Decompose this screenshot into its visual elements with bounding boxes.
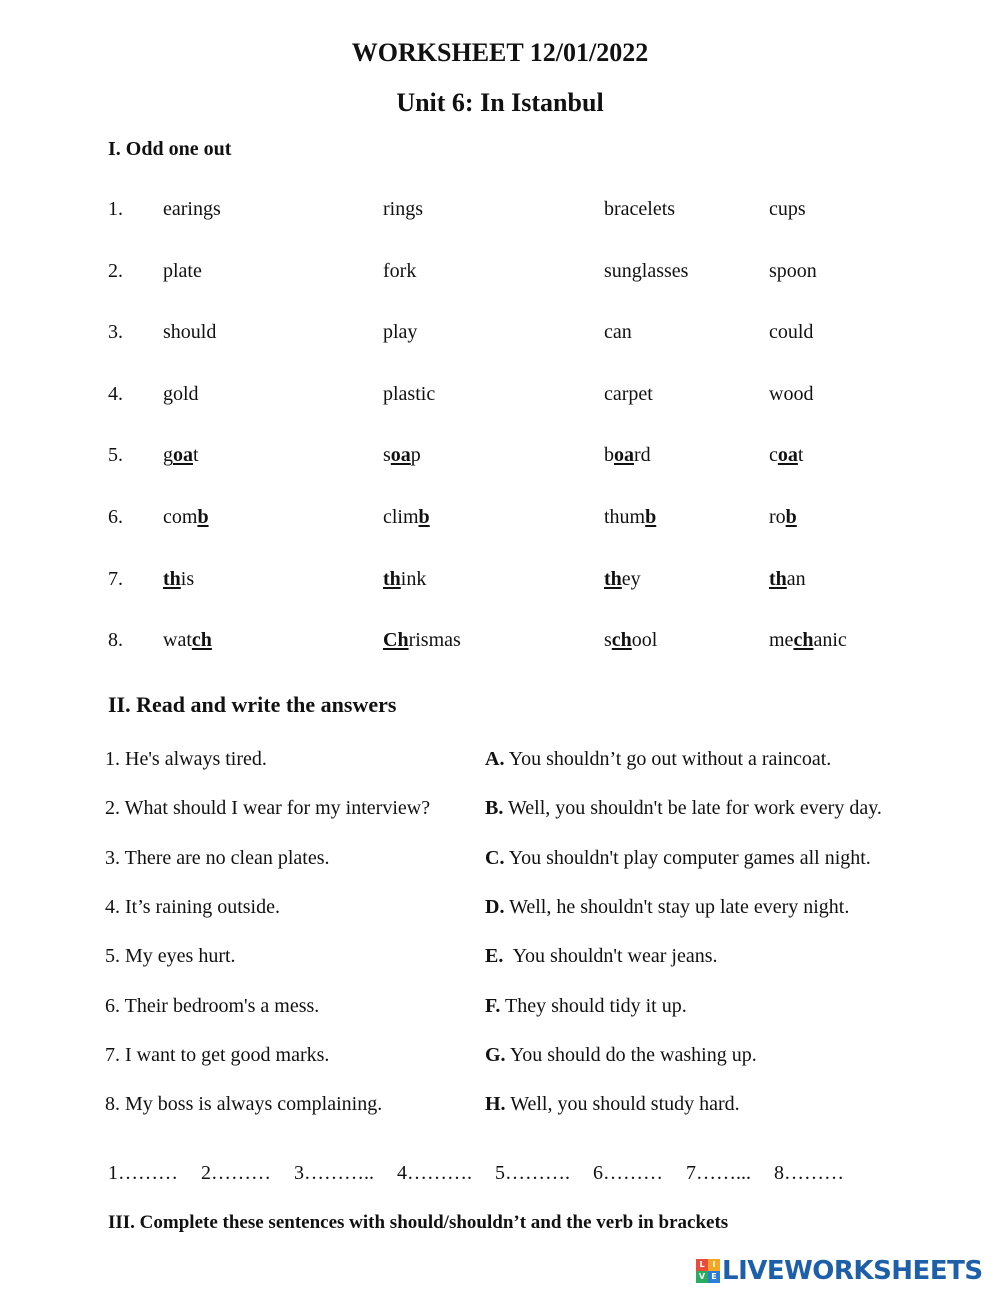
answer-text: You should do the washing up.: [505, 1043, 757, 1066]
answer-blanks: 1……… 2……… 3……….. 4………. 5………. 6……… 7……... 8………: [108, 1162, 844, 1184]
question-item: 7. I want to get good marks.: [105, 1043, 330, 1066]
underlined-letters: oa: [173, 444, 193, 467]
word-part: earings: [163, 198, 221, 220]
item-number: 2.: [108, 259, 123, 282]
word-part: bracelets: [604, 198, 676, 220]
word-option: [769, 629, 847, 652]
question-item: 3. There are no clean plates.: [105, 846, 330, 869]
word-part: should: [163, 321, 217, 344]
word-part: p: [410, 444, 421, 467]
logo-icon-tile: E: [708, 1271, 720, 1283]
word-option: [604, 444, 651, 467]
word-part: ey: [621, 567, 641, 590]
word-option: [769, 260, 817, 283]
question-item: 2. What should I wear for my interview?: [105, 797, 431, 820]
worksheet-title: WORKSHEET 12/01/2022: [351, 38, 649, 67]
word-option: [604, 629, 657, 652]
question-item: 1. He's always tired.: [105, 748, 267, 770]
word-part: rings: [383, 198, 423, 220]
underlined-letters: oa: [777, 444, 798, 467]
logo-icon-tile: L: [696, 1259, 708, 1271]
word-part: could: [769, 321, 814, 344]
answer-letter: H.: [485, 1093, 506, 1116]
answer-text: Well, you should study hard.: [505, 1093, 740, 1116]
underlined-letters: th: [769, 567, 787, 590]
underlined-letters: oa: [390, 444, 411, 467]
word-option: [383, 383, 435, 406]
section-2-heading: II. Read and write the answers: [108, 692, 397, 717]
answer-letter: D.: [485, 895, 505, 918]
underlined-letters: b: [197, 506, 209, 528]
word-option: [769, 444, 803, 467]
answer-text: Well, you shouldn't be late for work every day.: [503, 797, 882, 820]
underlined-letters: th: [604, 567, 622, 590]
answer-item: [485, 847, 871, 870]
word-part: rd: [634, 444, 651, 467]
word-part: is: [180, 567, 195, 590]
underlined-letters: ch: [191, 629, 212, 652]
answer-text: You shouldn't play computer games all night.: [504, 846, 871, 869]
word-part: cups: [769, 198, 806, 220]
word-option: [163, 629, 212, 652]
item-number: 6.: [108, 506, 123, 528]
word-option: [163, 383, 199, 406]
answer-item: [485, 1044, 757, 1067]
word-option: [769, 506, 797, 529]
logo-text: LIVEWORKSHEETS: [722, 1256, 983, 1286]
underlined-letters: th: [383, 567, 401, 590]
answer-text: You shouldn’t go out without a raincoat.: [504, 748, 832, 770]
item-number: 4.: [108, 382, 123, 405]
word-part: b: [604, 444, 614, 467]
answer-letter: A.: [485, 748, 505, 770]
word-option: [604, 383, 653, 406]
word-option: [604, 198, 675, 221]
answer-letter: C.: [485, 846, 505, 869]
word-part: fork: [383, 259, 417, 282]
item-number: 5.: [108, 444, 123, 467]
section-3-heading: III. Complete these sentences with should/shouldn’t and the verb in brackets: [108, 1212, 729, 1233]
answer-item: [485, 797, 882, 820]
word-option: [604, 260, 688, 283]
word-option: [163, 321, 216, 344]
answer-text: You shouldn't wear jeans.: [503, 945, 718, 968]
word-part: anic: [813, 629, 847, 652]
word-part: g: [163, 444, 173, 467]
underlined-letters: ch: [793, 629, 814, 652]
section-1-heading: I. Odd one out: [108, 138, 232, 160]
item-number: 7.: [108, 567, 123, 590]
answer-item: [485, 1093, 740, 1116]
unit-title: Unit 6: In Istanbul: [396, 88, 604, 117]
word-option: [163, 260, 202, 283]
word-part: c: [769, 444, 778, 467]
question-item: 6. Their bedroom's a mess.: [105, 994, 320, 1017]
underlined-letters: oa: [614, 444, 634, 467]
word-part: thum: [604, 506, 646, 528]
question-item: 5. My eyes hurt.: [105, 945, 236, 968]
word-part: plastic: [383, 382, 436, 405]
answer-item: [485, 896, 849, 919]
underlined-letters: b: [645, 506, 657, 528]
underlined-letters: th: [163, 567, 181, 590]
word-part: can: [604, 321, 632, 344]
word-part: spoon: [769, 259, 817, 282]
underlined-letters: b: [785, 506, 797, 528]
word-option: [769, 198, 806, 221]
word-option: [769, 568, 806, 591]
word-option: [383, 260, 416, 283]
word-part: clim: [383, 506, 419, 528]
word-part: sunglasses: [604, 259, 689, 282]
item-number: 8.: [108, 629, 123, 652]
answer-text: Well, he shouldn't stay up late every night.: [504, 895, 850, 918]
word-part: ool: [631, 629, 658, 652]
word-part: play: [383, 321, 418, 344]
word-part: me: [769, 629, 794, 652]
liveworksheets-icon: [696, 1259, 720, 1283]
answer-letter: G.: [485, 1043, 506, 1066]
answer-letter: E.: [485, 945, 504, 968]
word-part: wat: [163, 629, 192, 652]
question-item: 8. My boss is always complaining.: [105, 1093, 383, 1116]
word-part: ro: [769, 506, 786, 528]
underlined-letters: ch: [611, 629, 632, 652]
question-item: 4. It’s raining outside.: [105, 895, 280, 918]
answer-item: [485, 748, 831, 771]
underlined-letters: b: [418, 506, 430, 528]
word-option: [163, 444, 199, 467]
answer-item: [485, 945, 718, 968]
item-number: 3.: [108, 321, 123, 344]
word-part: an: [786, 567, 806, 590]
word-option: [604, 321, 632, 344]
word-option: [163, 198, 221, 221]
word-part: ink: [400, 567, 427, 590]
word-option: [383, 198, 423, 221]
word-part: rismas: [408, 629, 461, 652]
word-option: [163, 506, 209, 529]
logo-icon-tile: I: [708, 1259, 720, 1271]
word-part: s: [604, 629, 612, 652]
word-part: carpet: [604, 382, 653, 405]
answer-item: [485, 995, 687, 1018]
word-part: t: [193, 444, 199, 467]
word-part: gold: [163, 382, 199, 405]
word-part: t: [797, 444, 804, 467]
word-option: [604, 568, 641, 591]
word-option: [383, 568, 426, 591]
liveworksheets-logo: [696, 1256, 983, 1286]
word-option: [769, 321, 813, 344]
word-part: s: [383, 444, 391, 467]
word-option: [163, 568, 194, 591]
word-option: [383, 506, 430, 529]
word-option: [604, 506, 656, 529]
word-option: [383, 321, 417, 344]
answer-text: They should tidy it up.: [500, 994, 687, 1017]
word-part: com: [163, 506, 198, 528]
answer-letter: F.: [485, 994, 501, 1017]
word-option: [769, 383, 813, 406]
word-option: [383, 444, 421, 467]
answer-letter: B.: [485, 797, 504, 820]
underlined-letters: Ch: [383, 629, 409, 652]
logo-icon-tile: V: [696, 1271, 708, 1283]
word-part: plate: [163, 259, 202, 282]
word-option: [383, 629, 461, 652]
item-number: 1.: [108, 198, 123, 220]
word-part: wood: [769, 382, 814, 405]
